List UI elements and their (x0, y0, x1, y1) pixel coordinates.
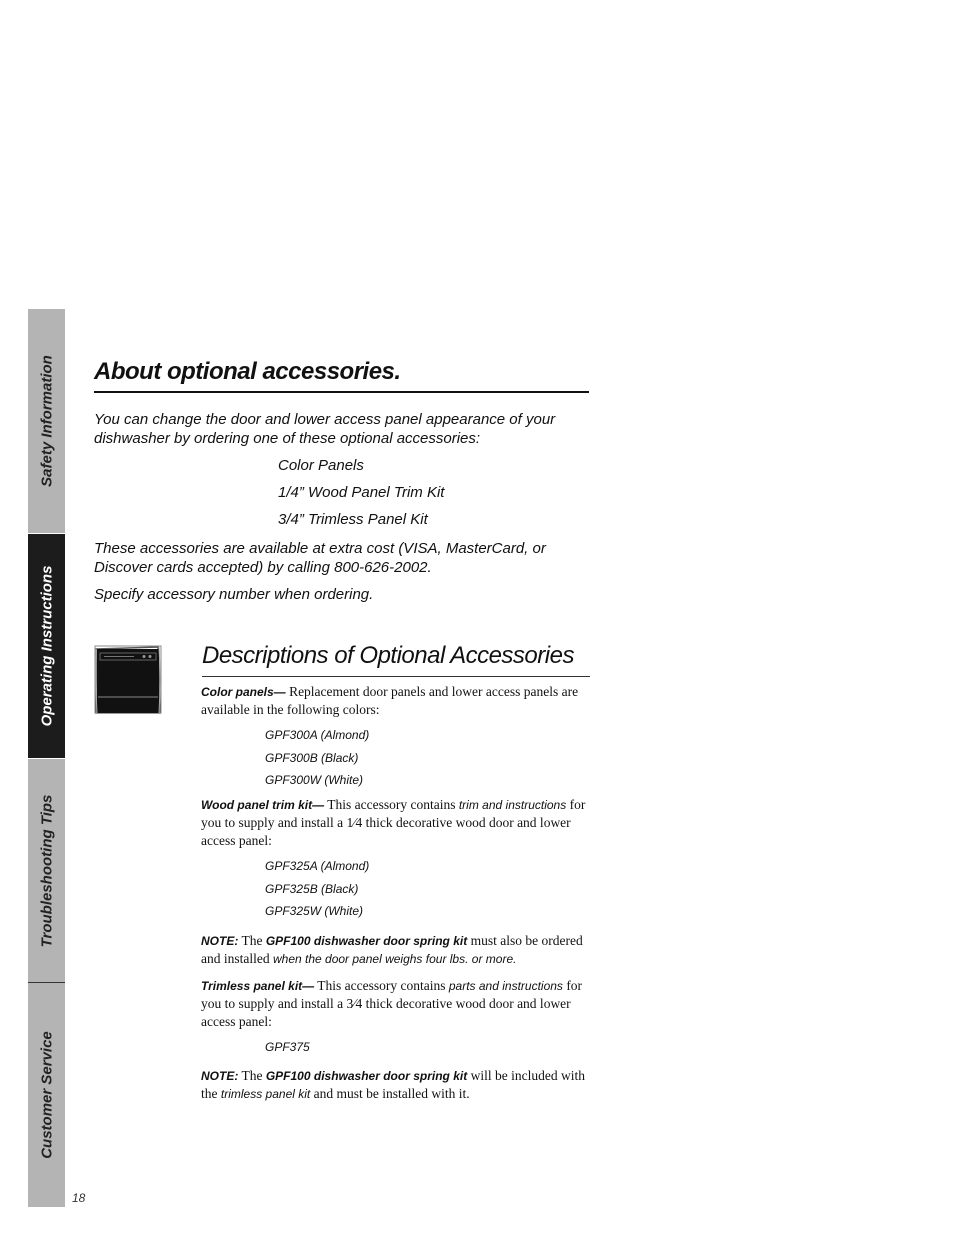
section-rule (202, 676, 590, 677)
accessory-item: 1/4” Wood Panel Trim Kit (278, 484, 445, 501)
note-text: and must be installed with it. (310, 1086, 470, 1101)
note-kit: GPF100 dishwasher door spring kit (265, 934, 468, 948)
trimless-text: for you to supply and install a 3⁄4 thick decorative wood door and lower access panel: (201, 978, 583, 1029)
dishwasher-icon (94, 645, 162, 715)
intro-text: You can change the door and lower access panel appearance of your dishwasher by ordering one of these optional accessories: (94, 411, 556, 447)
tab-label: Operating Instructions (38, 565, 55, 727)
wood-trim-text: This accessory contains (324, 797, 459, 812)
model-number: GPF325A (Almond) (265, 859, 370, 873)
model-number: GPF300A (Almond) (265, 728, 370, 742)
model-number: GPF300B (Black) (265, 751, 359, 765)
specify-text: Specify accessory number when ordering. (94, 586, 374, 603)
trimless-lead: Trimless panel kit— (201, 979, 315, 993)
trimless-text: This accessory contains (314, 978, 449, 993)
tab-customer-service[interactable] (28, 983, 65, 1207)
wood-trim-text: for you to supply and install a 1⁄4 thick decorative wood door and lower access panel: (201, 797, 586, 848)
tab-label: Troubleshooting Tips (38, 794, 55, 947)
note-text: The (238, 1068, 266, 1083)
color-panels-lead: Color panels— (201, 685, 286, 699)
wood-trim-description (201, 796, 591, 850)
note-italic: when the door panel weighs four lbs. or more. (272, 952, 517, 966)
page-title: About optional accessories. (94, 358, 401, 385)
tab-label: Safety Information (38, 355, 55, 487)
color-panels-description (201, 683, 591, 719)
section-title: Descriptions of Optional Accessories (202, 642, 574, 669)
tab-troubleshooting-tips[interactable] (28, 759, 65, 982)
title-rule (94, 391, 589, 393)
trimless-italic: parts and instructions (448, 979, 563, 993)
note-text: The (238, 933, 266, 948)
model-number: GPF325B (Black) (265, 882, 359, 896)
accessory-item: 3/4” Trimless Panel Kit (278, 511, 428, 528)
note-italic: trimless panel kit (220, 1087, 311, 1101)
availability-text: These accessories are available at extra cost (VISA, MasterCard, or Discover cards accepted) by calling 800-626-2002. (94, 540, 546, 576)
wood-trim-italic: trim and instructions (458, 798, 567, 812)
accessory-item: Color Panels (278, 457, 364, 474)
note-kit: GPF100 dishwasher door spring kit (265, 1069, 468, 1083)
note-text: must also be ordered and installed (201, 933, 583, 966)
side-navigation (28, 309, 65, 1207)
note-text: will be included with the (201, 1068, 585, 1101)
tab-label: Customer Service (38, 1031, 55, 1159)
model-number: GPF325W (White) (265, 904, 364, 918)
model-number: GPF375 (265, 1040, 310, 1054)
color-panels-text: Replacement door panels and lower access panels are available in the following colors: (201, 684, 579, 717)
note-lead: NOTE: (201, 934, 239, 948)
page-number: 18 (72, 1191, 86, 1205)
tab-operating-instructions[interactable] (28, 534, 65, 758)
note-lead: NOTE: (201, 1069, 239, 1083)
wood-trim-lead: Wood panel trim kit— (201, 798, 325, 812)
model-number: GPF300W (White) (265, 773, 364, 787)
note-spring-kit-included (201, 1067, 591, 1103)
trimless-description (201, 977, 591, 1031)
note-spring-kit (201, 932, 591, 968)
tab-safety-information[interactable] (28, 309, 65, 533)
